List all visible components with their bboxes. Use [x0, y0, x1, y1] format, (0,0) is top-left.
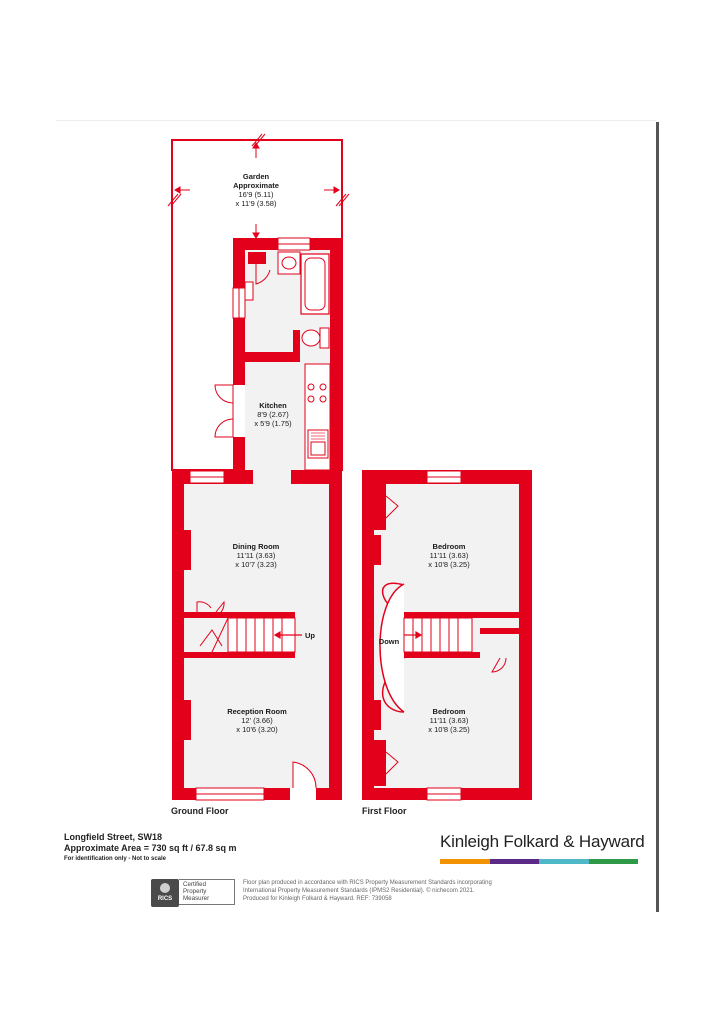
bedroom2-name: Bedroom	[432, 707, 466, 716]
first-floor-plan	[362, 470, 532, 800]
ground-floor-title: Ground Floor	[171, 806, 229, 816]
reception-size-1: 12' (3.66)	[241, 716, 273, 725]
bathroom-divider-wall	[245, 352, 295, 362]
stairs-up-label: Up	[305, 631, 315, 640]
dining-name: Dining Room	[232, 542, 280, 551]
stairs-down-label: Down	[378, 637, 400, 646]
stair-wall	[184, 612, 295, 618]
basin	[278, 252, 300, 274]
disclaimer-line-3: Produced for Kinleigh Folkard & Hayward. REF: 739058	[243, 896, 392, 902]
brand-bar-purple	[490, 859, 540, 864]
dining-size-1: 11'11 (3.63)	[236, 551, 276, 560]
garden-approx: Approximate	[233, 181, 279, 190]
first-floor-title: First Floor	[362, 806, 407, 816]
disclaimer-text	[243, 879, 573, 903]
ground-floor-plan	[168, 134, 349, 800]
garden-size-1: 16'9 (5.11)	[238, 190, 274, 199]
property-details	[64, 832, 237, 865]
property-street: Longfield Street, SW18	[64, 832, 163, 842]
cert-line-2: Property	[183, 888, 207, 895]
kitchen-size-1: 8'9 (2.67)	[257, 410, 289, 419]
reception-size-2: x 10'6 (3.20)	[236, 725, 278, 734]
brand-bar-green	[589, 859, 639, 864]
bedroom2-size-1: 11'11 (3.63)	[429, 716, 469, 725]
kitchen-size-2: x 5'9 (1.75)	[254, 419, 292, 428]
certified-measurer-box	[179, 879, 235, 905]
bedroom1-name: Bedroom	[432, 542, 466, 551]
kitchen-name: Kitchen	[259, 401, 287, 410]
disclaimer-line-1: Floor plan produced in accordance with RICS Property Measurement Standards incorporating	[243, 880, 492, 886]
toilet	[302, 328, 329, 348]
property-note: For identification only - Not to scale	[64, 856, 167, 862]
bedroom1-size-2: x 10'8 (3.25)	[428, 560, 470, 569]
cert-line-3: Measurer	[183, 895, 210, 902]
cert-line-1: Certified	[183, 881, 207, 888]
kitchen-french-doors	[215, 385, 233, 437]
property-area: Approximate Area = 730 sq ft / 67.8 sq m	[64, 843, 237, 853]
garden-size-2: x 11'9 (3.58)	[235, 199, 277, 208]
reception-name: Reception Room	[227, 707, 287, 716]
brand-bar-teal	[539, 859, 589, 864]
brand-bar-orange	[440, 859, 490, 864]
brand-color-bar	[440, 859, 638, 864]
garden-name: Garden	[242, 172, 270, 181]
bedroom2-size-2: x 10'8 (3.25)	[428, 725, 470, 734]
rics-logo-text: RICS	[157, 896, 173, 902]
brand-name: Kinleigh Folkard & Hayward	[440, 832, 645, 851]
bedroom1-size-1: 11'11 (3.63)	[429, 551, 469, 560]
rics-logo-icon	[151, 879, 179, 907]
disclaimer-line-2: International Property Measurement Standards (IPMS2 Residential). © nichecom 2021.	[243, 888, 475, 894]
dining-size-2: x 10'7 (3.23)	[235, 560, 277, 569]
rics-badge	[151, 879, 237, 907]
kitchen-sink	[308, 430, 328, 458]
